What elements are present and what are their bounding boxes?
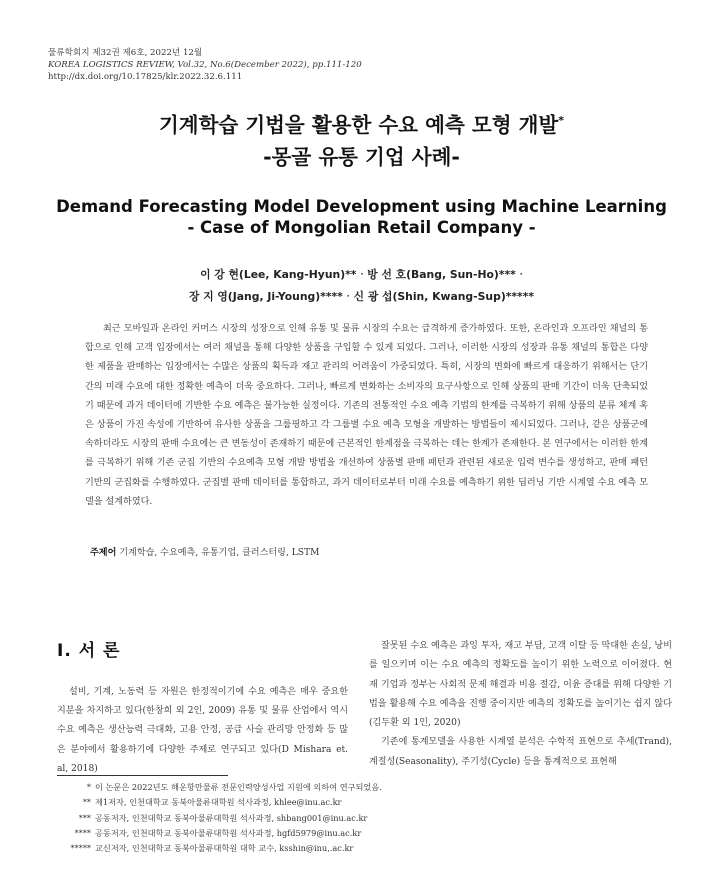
footnote <box>57 795 382 810</box>
title-english: Demand Forecasting Model Development using Machine Learning <box>56 197 667 216</box>
footnote <box>57 826 382 841</box>
footnote <box>57 811 382 826</box>
title-footnote-mark: * <box>558 114 565 128</box>
keywords-label: 주제어 <box>90 548 117 558</box>
journal-citation: KOREA LOGISTICS REVIEW, Vol.32, No.6(December 2022), pp.111-120 <box>48 60 362 70</box>
authors-line1: 이 강 현(Lee, Kang-Hyun)** ᐧ 방 선 호(Bang, Sun-Ho)*** ᐧ <box>200 268 523 281</box>
title-korean <box>0 108 723 138</box>
section-heading: Ⅰ. 서 론 <box>57 641 121 661</box>
footnote-marker: * <box>86 782 91 792</box>
authors-line2: 장 지 영(Jang, Ji-Young)**** ᐧ 신 광 섭(Shin, Kwang-Sup)***** <box>189 290 534 303</box>
abstract: 최근 모바일과 온라인 커머스 시장의 성장으로 인해 유통 및 물류 시장의 수요는 급격하게 증가하였다. 또한, 온라인과 오프라인 채널의 통합으로 인해 고객 입장에서는 여러 채널을 통해 다양한 상품을 구입할 수 있게 되었다. 그러나, 이러한 시장의 성장과 유통 채널의 통합은 다양한 제품을 판매하는 입장에서는 수많은 상품의 획득과 재고 관리의 어려움이 가중되었다. 특히, 시장의 변화에 빠르게 대응하기 위해서는 단기간의 미래 수요에 대한 정확한 예측이 더욱 중요하다. 그러나, 빠르게 변화하는 소비자의 요구사항으로 인해 상품의 판매 기간이 더욱 단축되었기 때문에 과거 데이터에 기반한 수요 예측은 불가능한 실정이다. 기존의 전통적인 수요 예측 기법의 한계를 극복하기 위해 상품의 분류 체계 혹은 상품이 가진 속성에 기반하여 유사한 상품을 그룹핑하고 각 그룹별 수요 예측 모형을 개발하는 방법들이 제시되었다. 그러나, 같은 상품군에 속하더라도 시장의 판매 수요에는 큰 변동성이 존재하기 때문에 근본적인 한계점을 극복하는 데는 한계가 존재한다. 본 연구에서는 이러한 한계를 극복하기 위해 기존 군집 기반의 수요예측 모형 개발 방법을 개선하여 상품별 판매 패턴과 관련된 새로운 입력 변수를 생성하고, 판매 패턴 기반의 군집화를 수행하였다. 군집별 판매 데이터를 통합하고, 과거 데이터로부터 미래 수요를 예측하기 위한 딥러닝 기반 시계열 수요 예측 모델을 설계하였다. <box>85 324 648 507</box>
footnote-text: 제1저자, 인천대학교 동북아물류대학원 석사과정, khlee@inu.ac.kr <box>95 797 342 808</box>
body-paragraph: 잘못된 수요 예측은 과잉 투자, 재고 부담, 고객 이탈 등 막대한 손실, 낭비를 일으키며 이는 수요 예측의 정확도를 높이기 위한 노력으로 이어졌다. 현재 기업과 정부는 사회적 문제 해결과 비용 절감, 이윤 증대를 위해 다양한 기법을 활용해 수요 예측을 진행 중이지만 예측의 정확도를 높이기는 쉽지 않다(김두환 외 1인, 2020) <box>369 641 672 729</box>
footnote-text: 이 논문은 2022년도 해운항만물류 전문인력양성사업 지원에 의하여 연구되었음. <box>95 782 382 792</box>
footnote-text: 교신저자, 인천대학교 동북아물류대학원 대학 교수, ksshin@inu,.ac.kr <box>95 843 354 854</box>
title-korean-subtitle: -몽골 유통 기업 사례- <box>263 145 460 169</box>
footnote <box>57 841 382 856</box>
footnote-divider <box>57 775 228 776</box>
journal-header <box>48 47 362 83</box>
footnote-marker: **** <box>74 827 91 838</box>
journal-doi[interactable]: http://dx.doi.org/10.17825/klr.2022.32.6.111 <box>48 72 243 82</box>
body-right-column <box>369 637 672 772</box>
footnotes <box>57 780 382 856</box>
title-english-subtitle: - Case of Mongolian Retail Company - <box>187 218 536 237</box>
keywords-value: 기계학습, 수요예측, 유통기업, 클러스터링, LSTM <box>119 548 320 558</box>
journal-issue: 물류학회지 제32권 제6호, 2022년 12월 <box>48 48 203 58</box>
footnote-marker: ***** <box>70 843 91 854</box>
body-paragraph: 기존에 통계모델을 사용한 시계열 분석은 수학적 표현으로 추세(Trand), 계절성(Seasonality), 주기성(Cycle) 등을 통계적으로 표현해 <box>369 737 672 767</box>
footnote-marker: ** <box>82 797 91 808</box>
body-left-column: 설비, 기계, 노동력 등 자원은 한정적이기에 수요 예측은 매우 중요한 지분을 차지하고 있다(한창희 외 2인, 2009) 유통 및 물류 산업에서 역시 수요 예측은 생산능력 극대화, 고용 안정, 공급 사슬 관리망 안정화 등 많은 분야에서 활용하기에 다양한 주제로 연구되고 있다(D Mishara et. al, 2018) <box>57 687 348 774</box>
title-korean-line1: 기계학습 기법을 활용한 수요 예측 모형 개발 <box>158 113 559 137</box>
footnote-marker: *** <box>78 812 91 823</box>
keywords <box>90 545 319 558</box>
footnote <box>57 780 382 795</box>
footnote-text: 공동저자, 인천대학교 동북아물류대학원 석사과정, hgfd5979@inu.ac.kr <box>95 827 362 838</box>
footnote-text: 공동저자, 인천대학교 동북아물류대학원 석사과정, shbang001@inu.ac.kr <box>95 812 368 823</box>
